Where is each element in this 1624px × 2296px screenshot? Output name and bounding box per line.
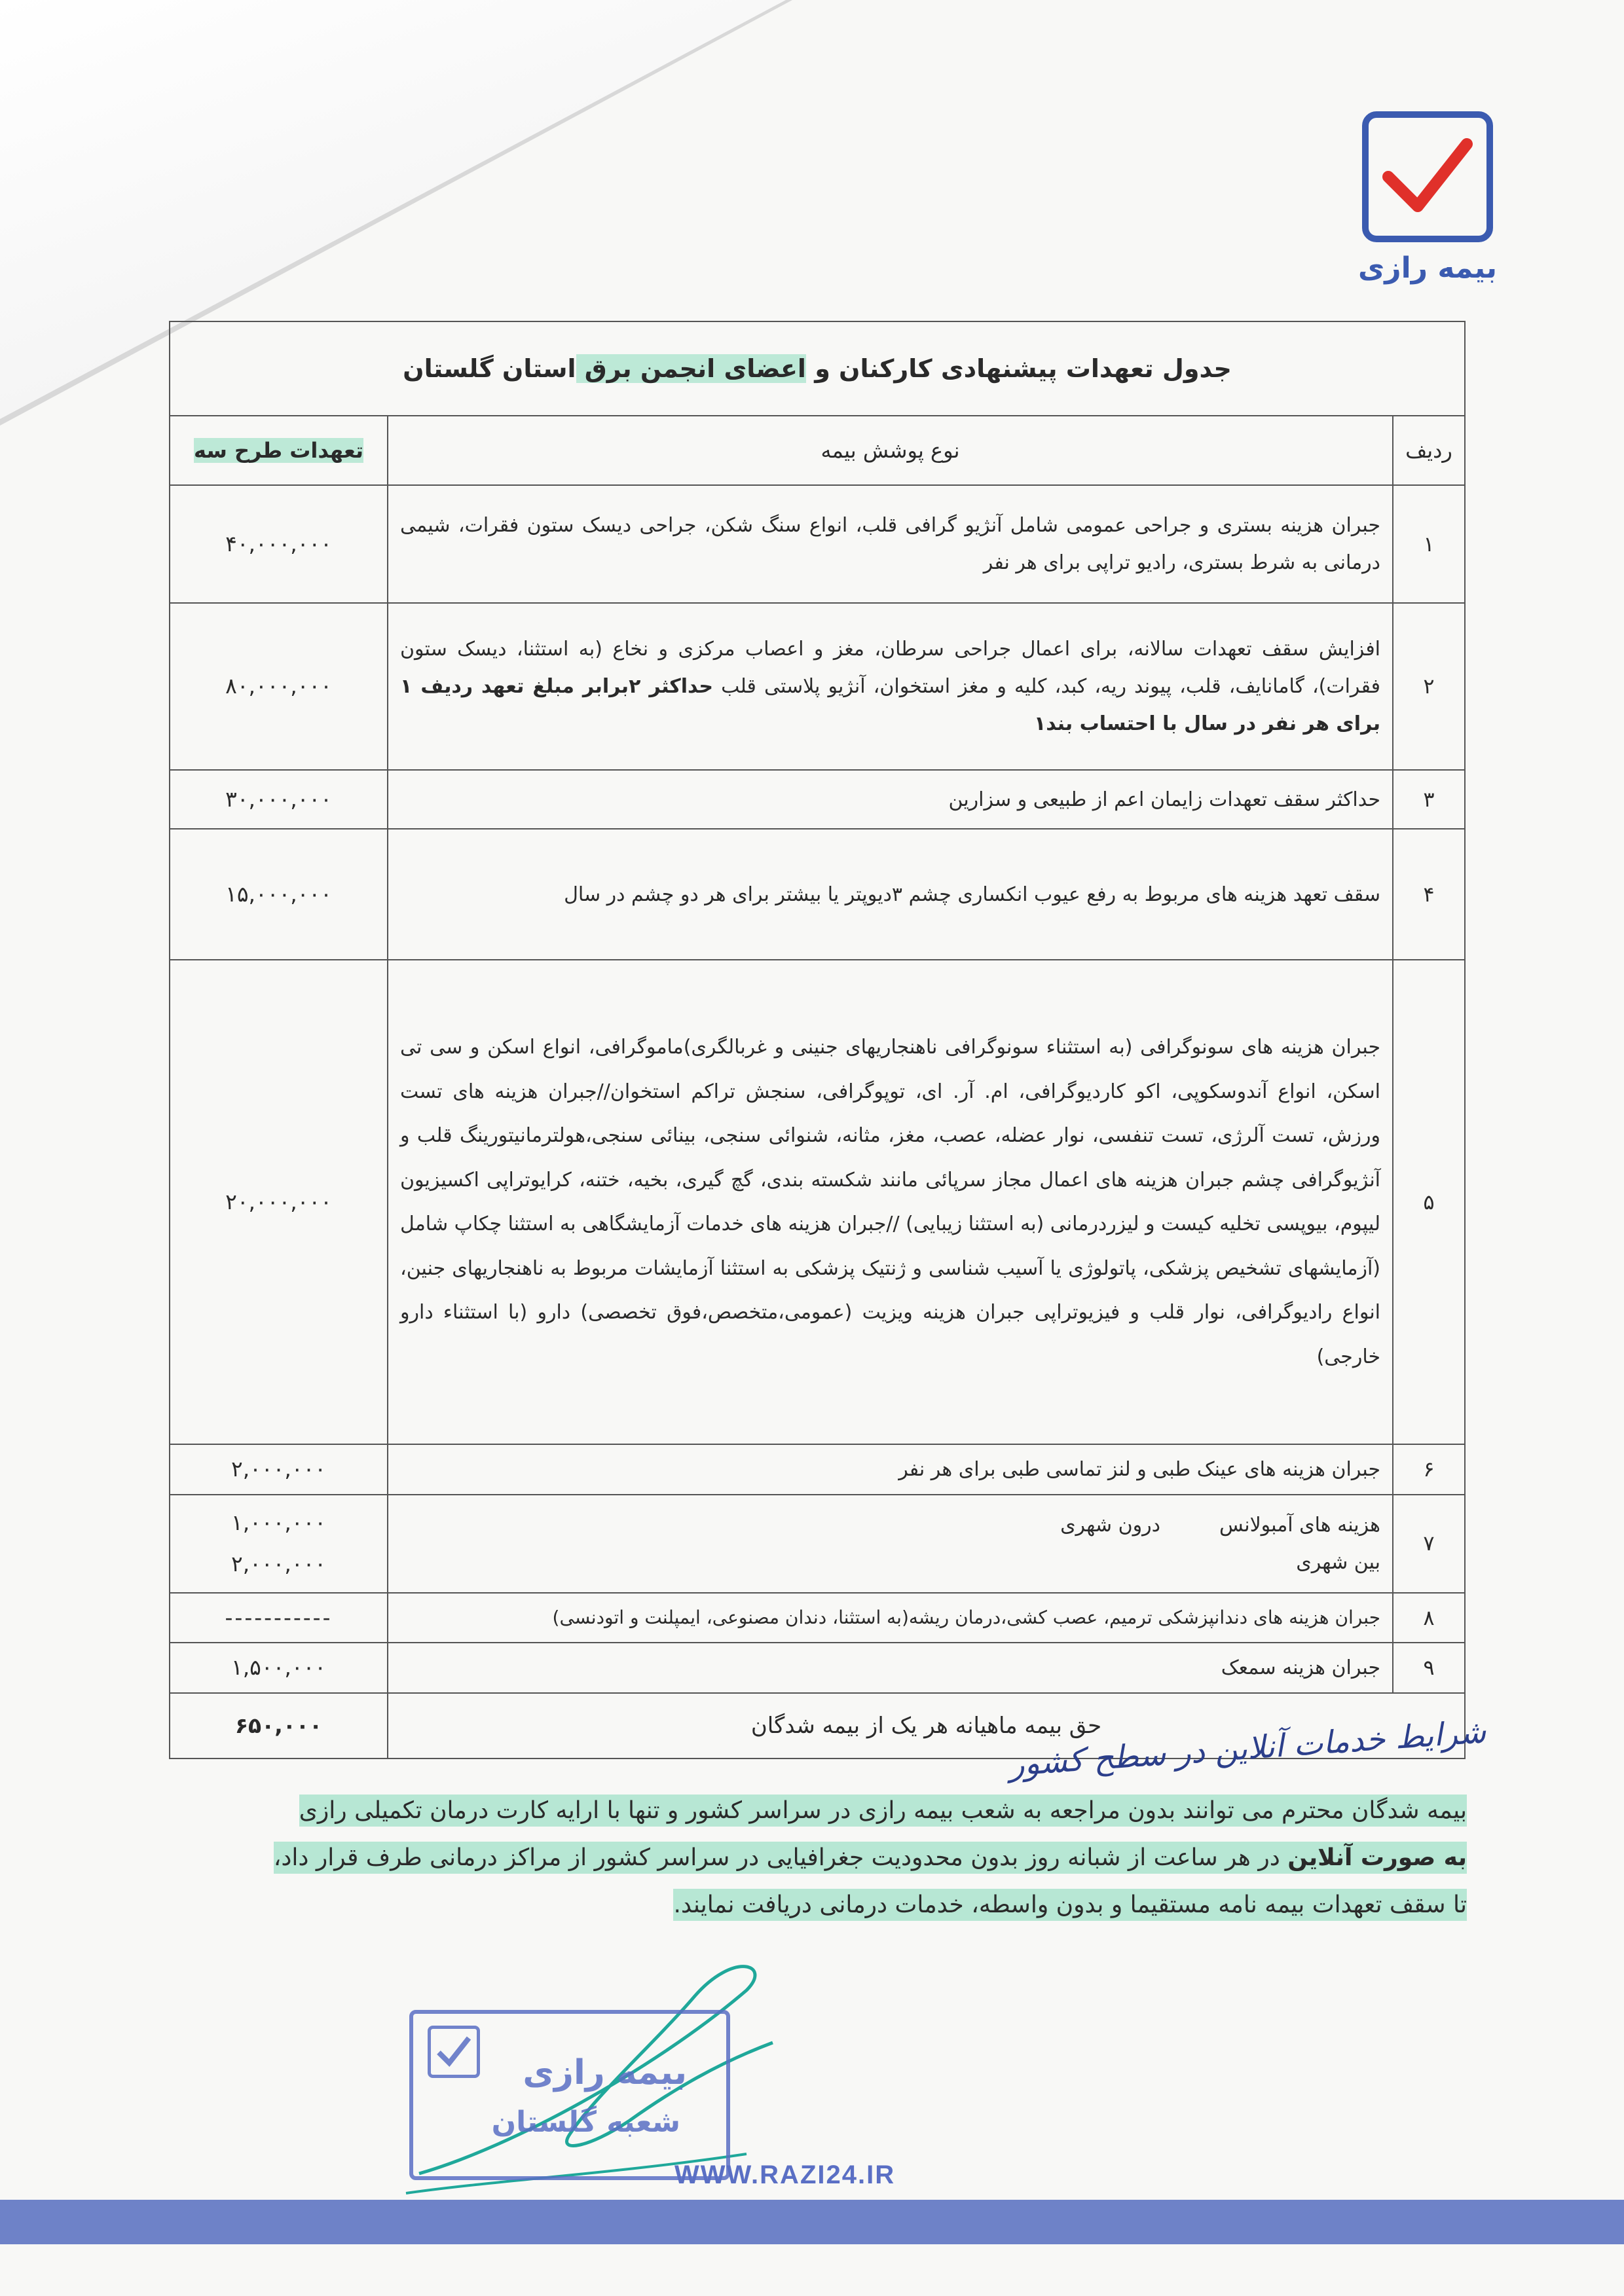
- table-row: ۴ سقف تعهد هزینه های مربوط به رفع عیوب انکساری چشم ۳دیوپتر یا بیشتر برای هر دو چشم در سال ۱۵,۰۰۰,۰۰۰: [170, 829, 1465, 960]
- website-url: WWW.RAZI24.IR: [674, 2160, 896, 2189]
- table-row: ۱ جبران هزینه بستری و جراحی عمومی شامل آنژیو گرافی قلب، انواع سنگ شکن، جراحی دیسک ستون فقرات، شیمی درمانی به شرط بستری، رادیو تراپی برای هر نفر ۴۰,۰۰۰,۰۰۰: [170, 485, 1465, 603]
- table-row: ۶ جبران هزینه های عینک طبی و لنز تماسی طبی برای هر نفر ۲,۰۰۰,۰۰۰: [170, 1444, 1465, 1495]
- table-row: ۳ حداکثر سقف تعهدات زایمان اعم از طبیعی و سزارین ۳۰,۰۰۰,۰۰۰: [170, 770, 1465, 829]
- handwritten-note: شرایط خدمات آنلاین در سطح کشور: [1008, 1713, 1487, 1783]
- table-header-row: [170, 416, 1465, 485]
- stamp-branch: شعبه گلستان: [491, 2105, 680, 2139]
- table-row: ۷ هزینه های آمبولانس درون شهری بین شهری ۱,۰۰۰,۰۰۰ ۲,۰۰۰,۰۰۰: [170, 1495, 1465, 1593]
- table-row: ۹ جبران هزینه سمعک ۱,۵۰۰,۰۰۰: [170, 1643, 1465, 1693]
- table-title: جدول تعهدات پیشنهادی کارکنان و اعضای انجمن برق استان گلستان: [170, 321, 1465, 416]
- stamp-company: بیمه رازی: [523, 2053, 687, 2092]
- header-plan: تعهدات طرح سه: [170, 416, 388, 485]
- premium-row: حق بیمه ماهیانه هر یک از بیمه شدگان ۶۵۰,۰۰۰: [170, 1693, 1465, 1758]
- footer-paragraph: بیمه شدگان محترم می توانند بدون مراجعه به شعب بیمه رازی در سراسر کشور و تنها با ارایه کارت درمان تکمیلی رازی به صورت آنلاین در هر ساعت از شبانه روز بدون محدودیت جغرافیایی در سراسر کشور از مراکز درمانی طرف قرار داد، تا سقف تعهدات بیمه نامه مستقیما و بدون واسطه، خدمات درمانی دریافت نمایند.: [164, 1787, 1467, 1929]
- table-row: ۲ افزایش سقف تعهدات سالانه، برای اعمال جراحی سرطان، مغز و اعصاب مرکزی و نخاع (به استثنا، دیسک ستون فقرات)، گامانایف، قلب، پیوند ریه، کبد، کلیه و مغز استخوان، آنژیو پلاستی قلب حداکثر ۲برابر مبلغ تعهد ردیف ۱ برای هر نفر در سال با احتساب بند۱ ۸۰,۰۰۰,۰۰۰: [170, 603, 1465, 770]
- header-coverage: نوع پوشش بیمه: [388, 416, 1393, 485]
- logo-text: بیمه رازی: [1357, 251, 1498, 285]
- coverage-table: [169, 321, 1466, 1759]
- razi-logo: [1356, 111, 1500, 285]
- branch-stamp: [409, 2010, 730, 2180]
- checkmark-icon: [1362, 111, 1493, 242]
- header-row-number: ردیف: [1393, 416, 1465, 485]
- stamp-check-icon: [428, 2026, 480, 2078]
- table-row: ۵ جبران هزینه های سونوگرافی (به استثناء سونوگرافی ناهنجاریهای جنینی و غربالگری)ماموگرافی، انواع اسکن و سی تی اسکن، انواع آندوسکوپی، اکو کاردیوگرافی، ام. آر. ای، توپوگرافی، سنجش تراکم استخوان//جبران هزینه های تست ورزش، تست آلرژی، تست تنفسی، نوار عضله، عصب، مغز، مثانه، شنوائی سنجی، بینائی سنجی،هولترمانیتورینگ قلب و آنژیوگرافی چشم جبران هزینه های اعمال مجاز سرپائی مانند شکسته بندی، گچ گیری، بخیه، ختنه، کرایوتراپی اکسیزیون لیپوم، بیوپسی تخلیه کیست و لیزردرمانی (به استثنا زیبایی) //جبران هزینه های خدمات آزمایشگاهی به استثنا چکاپ شامل (آزمایشهای تشخیص پزشکی، پاتولوژی یا آسیب شناسی و ژنتیک پزشکی به استثنا آزمایشات مربوط به ناهنجاریهای جنین، انواع رادیوگرافی، نوار قلب و فیزیوتراپی جبران هزینه ویزیت (عمومی،متخصص،فوق تخصصی) دارو (با استثناء دارو خارجی) ۲۰,۰۰۰,۰۰۰: [170, 960, 1465, 1444]
- footer-bar: [0, 2200, 1624, 2244]
- table-row: ۸ جبران هزینه های دندانپزشکی ترمیم، عصب کشی،درمان ریشه(به استثنا، دندان مصنوعی، ایمپلنت و اتودنسی) -----------: [170, 1593, 1465, 1643]
